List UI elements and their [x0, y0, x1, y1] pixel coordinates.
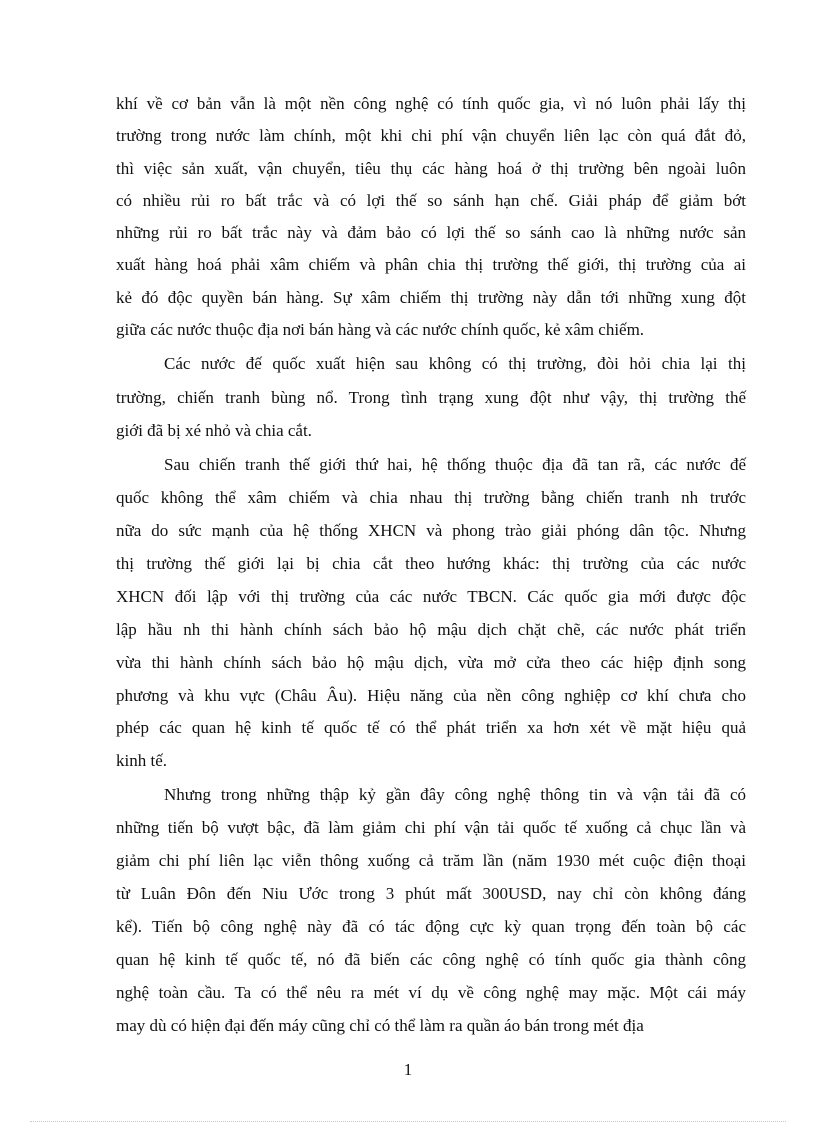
text-line: có nhiều rủi ro bất trắc và có lợi thế so sánh hạn chế. Giải pháp để giảm bớt: [116, 191, 746, 210]
text-line: kể). Tiến bộ công nghệ này đã có tác động cực kỳ quan trọng đến toàn bộ các: [116, 917, 746, 936]
text-line: XHCN đối lập với thị trường của các nước TBCN. Các quốc gia mới được độc: [116, 587, 746, 606]
text-line: phương và khu vực (Châu Âu). Hiệu năng của nền công nghiệp cơ khí chưa cho: [116, 686, 746, 705]
text-line: may dù có hiện đại đến máy cũng chỉ có thể làm ra quần áo bán trong mét địa: [116, 1016, 644, 1035]
text-line: thì việc sản xuất, vận chuyển, tiêu thụ các hàng hoá ở thị trường bên ngoài luôn: [116, 159, 746, 178]
text-line: Các nước đế quốc xuất hiện sau không có thị trường, đòi hỏi chia lại thị: [164, 354, 746, 373]
text-line: nghệ toàn cầu. Ta có thể nêu ra mét ví dụ về công nghệ may mặc. Một cái máy: [116, 983, 746, 1002]
text-line: lập hầu nh thi hành chính sách bảo hộ mậu dịch chặt chẽ, các nước phát triển: [116, 620, 746, 639]
text-line: kinh tế.: [116, 751, 167, 770]
text-line: vừa thi hành chính sách bảo hộ mậu dịch, vừa mở cửa theo các hiệp định song: [116, 653, 746, 672]
page-bottom-divider: [30, 1121, 786, 1122]
text-line: quan hệ kinh tế quốc tế, nó đã biến các công nghệ có tính quốc gia thành công: [116, 950, 746, 969]
text-line: Sau chiến tranh thế giới thứ hai, hệ thống thuộc địa đã tan rã, các nước đế: [164, 455, 746, 474]
text-line: khí về cơ bản vẫn là một nền công nghệ có tính quốc gia, vì nó luôn phải lấy thị: [116, 94, 746, 113]
text-line: giới đã bị xé nhỏ và chia cắt.: [116, 421, 312, 440]
text-line: trường, chiến tranh bùng nổ. Trong tình trạng xung đột như vậy, thị trường thế: [116, 388, 746, 407]
text-line: từ Luân Đôn đến Niu Ước trong 3 phút mất 300USD, nay chỉ còn không đáng: [116, 884, 746, 903]
text-line: thị trường thế giới lại bị chia cắt theo hướng khác: thị trường của các nước: [116, 554, 746, 573]
page-number: 1: [403, 1060, 413, 1079]
text-line: nữa do sức mạnh của hệ thống XHCN và phong trào giải phóng dân tộc. Nhưng: [116, 521, 746, 540]
text-line: Nhưng trong những thập kỷ gần đây công nghệ thông tin và vận tải đã có: [164, 785, 746, 804]
text-line: những rủi ro bất trắc này và đảm bảo có lợi thế so sánh cao là những nước sản: [116, 223, 746, 242]
text-line: xuất hàng hoá phải xâm chiếm và phân chia thị trường thế giới, thị trường của ai: [116, 255, 746, 274]
text-line: kẻ đó độc quyền bán hàng. Sự xâm chiếm thị trường này dẫn tới những xung đột: [116, 288, 746, 307]
text-line: phép các quan hệ kinh tế quốc tế có thể phát triển xa hơn xét về mặt hiệu quả: [116, 718, 746, 737]
text-line: giảm chi phí liên lạc viễn thông xuống cả trăm lần (năm 1930 mét cuộc điện thoại: [116, 851, 746, 870]
text-line: trường trong nước làm chính, một khi chi phí vận chuyển liên lạc còn quá đắt đỏ,: [116, 126, 746, 145]
text-line: những tiến bộ vượt bậc, đã làm giảm chi phí vận tải quốc tế xuống cả chục lần và: [116, 818, 746, 837]
text-line: quốc không thể xâm chiếm và chia nhau thị trường bằng chiến tranh nh trước: [116, 488, 746, 507]
text-line: giữa các nước thuộc địa nơi bán hàng và các nước chính quốc, kẻ xâm chiếm.: [116, 320, 645, 339]
